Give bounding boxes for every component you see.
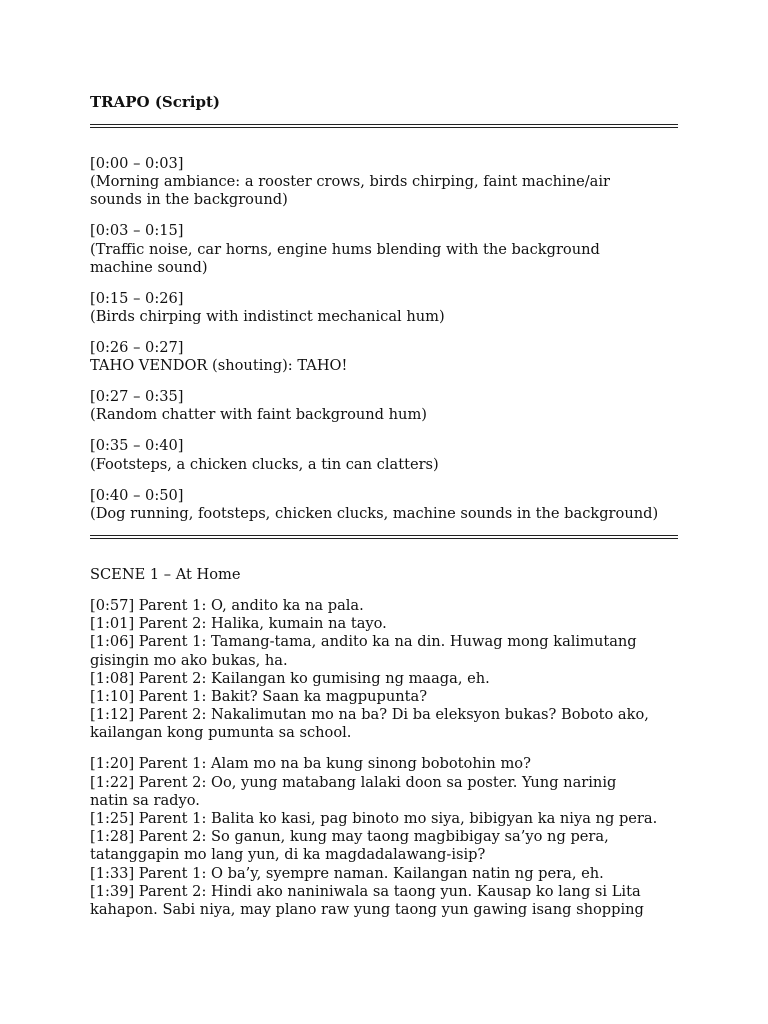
- dialogue-line: natin sa radyo.: [90, 791, 200, 809]
- dialogue-line: [1:28] Parent 2: So ganun, kung may taong magbibigay sa’yo ng pera,: [90, 828, 609, 846]
- dialogue-line: [1:08] Parent 2: Kailangan ko gumising ng maaga, eh.: [90, 669, 490, 687]
- cue-text: (Morning ambiance: a rooster crows, birds chirping, faint machine/air: [90, 173, 610, 191]
- cue-time: [0:03 – 0:15]: [90, 222, 184, 240]
- dialogue-line: kahapon. Sabi niya, may plano raw yung taong yun gawing isang shopping: [90, 901, 644, 919]
- divider-top: [90, 124, 678, 128]
- cue-text: machine sound): [90, 258, 208, 276]
- cue-text: TAHO VENDOR (shouting): TAHO!: [90, 357, 348, 375]
- cue-time: [0:26 – 0:27]: [90, 339, 184, 357]
- dialogue-line: [1:06] Parent 1: Tamang-tama, andito ka na din. Huwag mong kalimutang: [90, 633, 637, 651]
- cue-block: [90, 339, 680, 375]
- cue-text: (Footsteps, a chicken clucks, a tin can clatters): [90, 455, 439, 473]
- cue-time: [0:27 – 0:35]: [90, 388, 184, 406]
- cue-time: [0:40 – 0:50]: [90, 486, 184, 504]
- scene-section: [90, 566, 680, 932]
- dialogue-line: [1:33] Parent 1: O ba’y, syempre naman. Kailangan natin ng pera, eh.: [90, 864, 604, 882]
- dialogue-line: tatanggapin mo lang yun, di ka magdadalawang-isip?: [90, 846, 486, 864]
- dialogue-line: [1:12] Parent 2: Nakalimutan mo na ba? Di ba eleksyon bukas? Boboto ako,: [90, 706, 649, 724]
- dialogue-line: [0:57] Parent 1: O, andito ka na pala.: [90, 597, 364, 614]
- cue-text: (Random chatter with faint background hum): [90, 406, 427, 424]
- dialogue-line: [1:22] Parent 2: Oo, yung matabang lalaki doon sa poster. Yung narinig: [90, 773, 617, 791]
- dialogue-line: [1:39] Parent 2: Hindi ako naniniwala sa taong yun. Kausap ko lang si Lita: [90, 882, 641, 900]
- dialogue-line: gisingin mo ako bukas, ha.: [90, 651, 288, 669]
- cue-text: (Birds chirping with indistinct mechanical hum): [90, 308, 445, 326]
- dialogue-line: kailangan kong pumunta sa school.: [90, 724, 352, 742]
- cue-text: sounds in the background): [90, 191, 288, 209]
- cue-time: [0:15 – 0:26]: [90, 289, 184, 307]
- divider-scene: [90, 535, 678, 539]
- cue-block: [90, 290, 680, 326]
- dialogue-line: [1:25] Parent 1: Balita ko kasi, pag binoto mo siya, bibigyan ka niya ng pera.: [90, 810, 658, 828]
- cue-block: [90, 388, 680, 424]
- cue-text: (Traffic noise, car horns, engine hums blending with the background: [90, 240, 600, 258]
- cue-block: [90, 222, 680, 277]
- document-title: TRAPO (Script): [90, 93, 221, 111]
- cue-text: (Dog running, footsteps, chicken clucks, machine sounds in the background): [90, 504, 659, 522]
- cue-block: [90, 437, 680, 473]
- dialogue-line: [1:10] Parent 1: Bakit? Saan ka magpupunta?: [90, 688, 428, 706]
- dialogue-block: [90, 597, 680, 743]
- cue-time: [0:35 – 0:40]: [90, 437, 184, 455]
- scene-heading: SCENE 1 – At Home: [90, 566, 241, 583]
- dialogue-line: [1:20] Parent 1: Alam mo na ba kung sinong bobotohin mo?: [90, 755, 531, 773]
- cue-block: [90, 155, 680, 210]
- cue-time: [0:00 – 0:03]: [90, 155, 184, 172]
- dialogue-line: [1:01] Parent 2: Halika, kumain na tayo.: [90, 615, 387, 633]
- cue-block: [90, 487, 680, 523]
- sound-cues-section: [90, 155, 680, 536]
- dialogue-block: [90, 755, 680, 919]
